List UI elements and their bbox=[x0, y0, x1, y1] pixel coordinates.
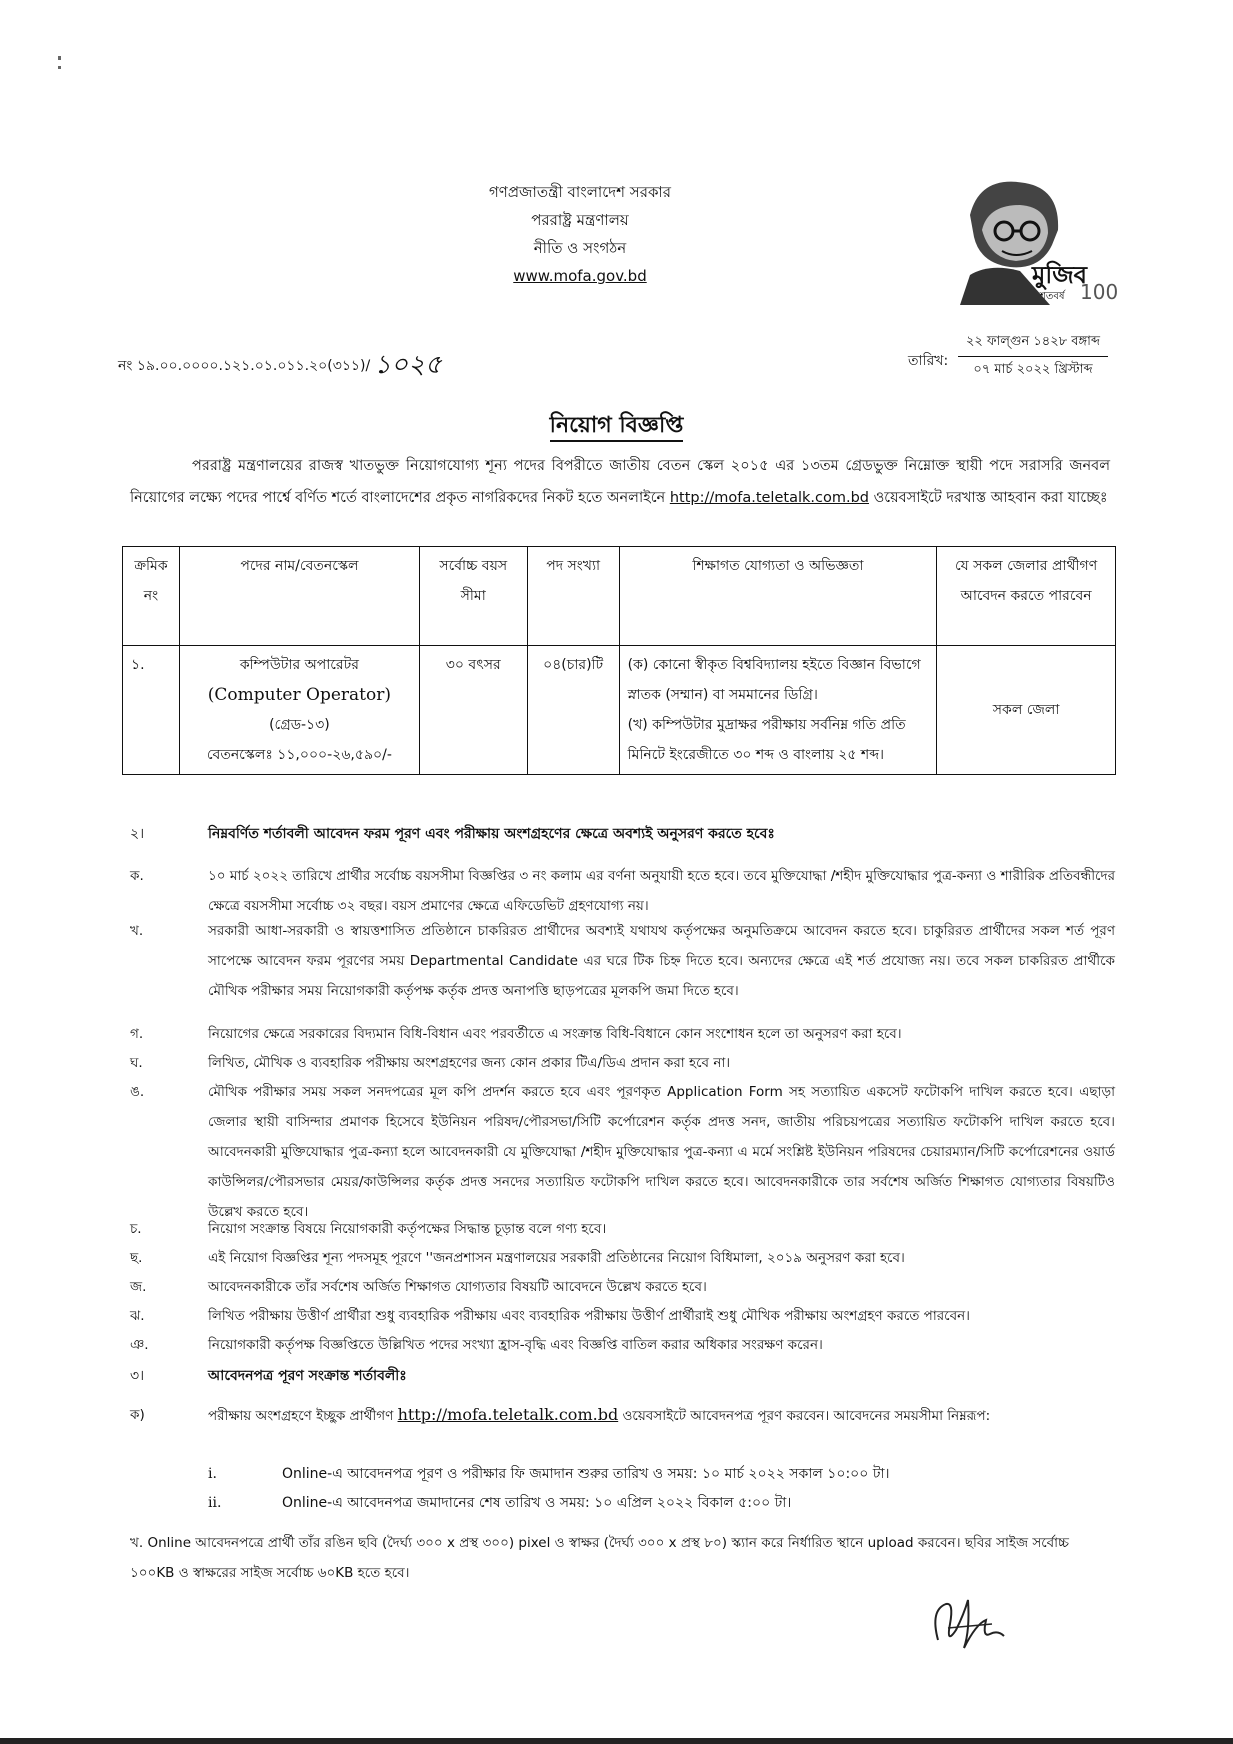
apply-text-pre: পরীক্ষায় অংশগ্রহণে ইচ্ছুক প্রার্থীগণ bbox=[208, 1408, 398, 1424]
date-english: ০৭ মার্চ ২০২২ খ্রিস্টাব্দ bbox=[973, 362, 1093, 377]
deadline-end bbox=[208, 1488, 791, 1518]
list-item bbox=[130, 1400, 1115, 1431]
list-item bbox=[130, 1272, 1115, 1302]
date-block bbox=[958, 332, 1108, 381]
scan-edge bbox=[0, 1738, 1233, 1744]
logo-small: শতবর্ষ bbox=[1040, 291, 1065, 302]
intro-text: পররাষ্ট্র মন্ত্রণালয়ের রাজস্ব খাতভুক্ত নিয়োগযোগ্য শূন্য পদের বিপরীতে জাতীয় বেতন স্কেল ২০১৫ এর ১৩তম গ্রেডভুক্ত নিম্নোক্ত স্থায়ী পদে সরাসরি জনবল নিয়োগের লক্ষ্যে পদের পার্শ্বে বর্ণিত শর্তে বাংলাদেশের প্রকৃত নাগরিকদের নিকট হতে অনলাইনে bbox=[130, 458, 1110, 506]
section-3-number: ৩। bbox=[130, 1368, 145, 1384]
cell-district: সকল জেলা bbox=[937, 646, 1116, 775]
item-text: মৌখিক পরীক্ষার সময় সকল সনদপত্রের মূল কপি প্রদর্শন করতে হবে এবং পূরণকৃত Application Form সহ সত্যায়িত একসেট ফটোকপি দাখিল করতে হবে। এছাড়া জেলার স্থায়ী বাসিন্দার প্রমাণক হিসেবে ইউনিয়ন পরিষদ/পৌরসভা/সিটি কর্পোরেশন কর্তৃক প্রদত্ত সনদ, জাতীয় পরিচয়পত্রের সত্যায়িত ফটোকপি দাখিল করতে হবে। আবেদনকারী মুক্তিযোদ্ধার পুত্র-কন্যা হলে আবেদনকারী যে মুক্তিযোদ্ধা /শহীদ মুক্তিযোদ্ধার পুত্র-কন্যা এ মর্মে সংশ্লিষ্ট ইউনিয়ন পরিষদের চেয়ারম্যান/সিটি কর্পোরেশনের ওয়ার্ড কাউন্সিলর/পৌরসভার মেয়র/কাউন্সিলর কর্তৃক প্রদত্ত সনদের সত্যায়িত ফটোকপি দাখিল করতে হবে। আবেদনকারীকে তার সর্বশেষ অর্জিত শিক্ষাগত যোগ্যতার বিষয়টিও উল্লেখ করতে হবে। bbox=[208, 1084, 1115, 1220]
photo-instructions-text: খ. Online আবেদনপত্রে প্রার্থী তাঁর রঙিন ছবি (দৈর্ঘ্য ৩০০ x প্রস্থ ৩০০) pixel ও স্বাক্ষর (দৈর্ঘ্য ৩০০ x প্রস্থ ৮০) স্ক্যান করে নির্ধারিত স্থানে upload করবেন। ছবির সাইজ সর্বোচ্চ ১০০KB ও স্বাক্ষরের সাইজ সর্বোচ্চ ৬০KB হতে হবে। bbox=[130, 1535, 1069, 1581]
cell-qualification bbox=[619, 646, 937, 775]
item-text bbox=[208, 1400, 1115, 1431]
item-mark: ক. bbox=[130, 868, 144, 884]
item-mark: ক) bbox=[130, 1407, 145, 1423]
posts-table bbox=[122, 546, 1116, 775]
cell-serial: ১. bbox=[123, 646, 180, 775]
item-text: লিখিত পরীক্ষায় উত্তীর্ণ প্রার্থীরা শুধু ব্যবহারিক পরীক্ষায় এবং ব্যবহারিক পরীক্ষায় উত্তীর্ণ প্রার্থীরাই শুধু মৌখিক পরীক্ষায় অংশগ্রহণ করতে পারবেন। bbox=[208, 1308, 970, 1324]
page-title bbox=[0, 408, 1233, 445]
list-item bbox=[130, 1019, 1115, 1049]
deadline-start-text: Online-এ আবেদনপত্র পূরণ ও পরীক্ষার ফি জমাদান শুরুর তারিখ ও সময়: ১০ মার্চ ২০২২ সকাল ১০:০০ টা। bbox=[282, 1466, 890, 1482]
title-text: নিয়োগ বিজ্ঞপ্তি bbox=[550, 413, 684, 442]
qualification-a: (ক) কোনো স্বীকৃত বিশ্ববিদ্যালয় হইতে বিজ্ঞান বিভাগে স্নাতক (সম্মান) বা সমমানের ডিগ্রি। bbox=[627, 657, 921, 703]
item-text: এই নিয়োগ বিজ্ঞপ্তির শূন্য পদসমূহ পূরণে ''জনপ্রশাসন মন্ত্রণালয়ের সরকারী প্রতিষ্ঠানের নিয়োগ বিধিমালা, ২০১৯ অনুসরণ করা হবে। bbox=[208, 1250, 905, 1266]
item-text: নিয়োগকারী কর্তৃপক্ষ বিজ্ঞপ্তিতে উল্লিখিত পদের সংখ্যা হ্রাস-বৃদ্ধি এবং বিজ্ঞপ্তি বাতিল করার অধিকার সংরক্ষণ করেন। bbox=[208, 1337, 823, 1353]
item-mark: ঝ. bbox=[130, 1308, 145, 1324]
intro-paragraph bbox=[130, 450, 1110, 514]
item-mark: জ. bbox=[130, 1279, 147, 1295]
govt-name: গণপ্রজাতন্ত্রী বাংলাদেশ সরকার bbox=[488, 183, 672, 201]
col-header-serial: ক্রমিক নং bbox=[123, 547, 180, 646]
mujib-borsho-logo bbox=[940, 175, 1120, 305]
item-text: ১০ মার্চ ২০২২ তারিখে প্রার্থীর সর্বোচ্চ বয়সসীমা বিজ্ঞপ্তির ৩ নং কলাম এর বর্ণনা অনুযায়ী হতে হবে। তবে মুক্তিযোদ্ধা /শহীদ মুক্তিযোদ্ধার পুত্র-কন্যা ও শারীরিক প্রতিবন্ধীদের ক্ষেত্রে বয়সসীমা সর্বোচ্চ ৩২ বছর। বয়স প্রমাণের ক্ষেত্রে এফিডেভিট গ্রহণযোগ্য নয়। bbox=[208, 868, 1115, 914]
post-name-en: (Computer Operator) bbox=[207, 685, 391, 705]
wing-name: নীতি ও সংগঠন bbox=[533, 239, 627, 257]
deadline-end-text: Online-এ আবেদনপত্র জমাদানের শেষ তারিখ ও সময়: ১০ এপ্রিল ২০২২ বিকাল ৫:০০ টা। bbox=[282, 1495, 792, 1511]
item-text: নিয়োগ সংক্রান্ত বিষয়ে নিয়োগকারী কর্তৃপক্ষের সিদ্ধান্ত চূড়ান্ত বলে গণ্য হবে। bbox=[208, 1221, 607, 1237]
letterhead bbox=[430, 178, 730, 290]
cell-post bbox=[179, 646, 419, 775]
post-scale: বেতনস্কেলঃ ১১,০০০-২৬,৫৯০/- bbox=[206, 747, 392, 763]
scan-speck bbox=[58, 66, 61, 69]
list-item bbox=[130, 1077, 1115, 1227]
item-text: লিখিত, মৌখিক ও ব্যবহারিক পরীক্ষায় অংশগ্রহণের জন্য কোন প্রকার টিএ/ডিএ প্রদান করা হবে না। bbox=[208, 1055, 731, 1071]
section-2-heading: নিম্নবর্ণিত শর্তাবলী আবেদন ফরম পূরণ এবং পরীক্ষায় অংশগ্রহণের ক্ষেত্রে অবশ্যই অনুসরণ করতে হবেঃ bbox=[208, 826, 775, 842]
website-link[interactable]: www.mofa.gov.bd bbox=[513, 267, 647, 285]
section-3-heading: আবেদনপত্র পূরণ সংক্রান্ত শর্তাবলীঃ bbox=[208, 1368, 407, 1384]
table-header-row bbox=[123, 547, 1116, 646]
col-header-count: পদ সংখ্যা bbox=[527, 547, 619, 646]
list-item bbox=[130, 1301, 1115, 1331]
deadline-start bbox=[208, 1459, 890, 1489]
item-mark: ঞ. bbox=[130, 1337, 149, 1353]
item-text: আবেদনকারীকে তাঁর সর্বশেষ অর্জিত শিক্ষাগত যোগ্যতার বিষয়টি আবেদনে উল্লেখ করতে হবে। bbox=[208, 1279, 707, 1295]
scan-speck bbox=[58, 56, 61, 60]
table-row bbox=[123, 646, 1116, 775]
apply-url[interactable]: http://mofa.teletalk.com.bd bbox=[397, 1405, 619, 1424]
item-mark: চ. bbox=[130, 1221, 142, 1237]
list-item bbox=[130, 1048, 1115, 1078]
logo-number: 100 bbox=[1080, 280, 1119, 304]
col-header-qualification: শিক্ষাগত যোগ্যতা ও অভিজ্ঞতা bbox=[619, 547, 937, 646]
post-grade: (গ্রেড-১৩) bbox=[269, 717, 330, 733]
post-name-bn: কম্পিউটার অপারেটর bbox=[239, 657, 359, 673]
col-header-age: সর্বোচ্চ বয়স সীমা bbox=[419, 547, 527, 646]
qualification-b: (খ) কম্পিউটার মুদ্রাক্ষর পরীক্ষায় সর্বনিম্ন গতি প্রতি মিনিটে ইংরেজীতে ৩০ শব্দ ও বাংলায় ২৫ শব্দ। bbox=[627, 717, 906, 763]
signature-icon bbox=[920, 1590, 1010, 1660]
col-header-post: পদের নাম/বেতনস্কেল bbox=[179, 547, 419, 646]
item-mark: ছ. bbox=[130, 1250, 143, 1266]
item-mark: গ. bbox=[130, 1026, 144, 1042]
roman-i: i. bbox=[208, 1466, 217, 1482]
date-label: তারিখ: bbox=[908, 353, 949, 369]
cell-age: ৩০ বৎসর bbox=[419, 646, 527, 775]
apply-text-post: ওয়েবসাইটে আবেদনপত্র পূরণ করবেন। আবেদনের সময়সীমা নিম্নরূপ: bbox=[618, 1408, 991, 1424]
date-bangla: ২২ ফাল্গুন ১৪২৮ বঙ্গাব্দ bbox=[958, 332, 1108, 357]
list-item bbox=[130, 1214, 1115, 1244]
item-text: নিয়োগের ক্ষেত্রে সরকারের বিদ্যমান বিধি-বিধান এবং পরবর্তীতে এ সংক্রান্ত বিধি-বিধানে কোন সংশোধন হলে তা অনুসরণ করা হবে। bbox=[208, 1026, 902, 1042]
list-item bbox=[130, 861, 1115, 921]
item-mark: ঘ. bbox=[130, 1055, 143, 1071]
item-mark: ঙ. bbox=[130, 1084, 145, 1100]
section-2-number: ২। bbox=[130, 826, 145, 842]
memo-number-text: নং ১৯.০০.০০০০.১২১.০১.০১১.২০(৩১১)/ bbox=[118, 358, 371, 374]
list-item bbox=[130, 1330, 1115, 1360]
intro-tail: ওয়েবসাইটে দরখাস্ত আহবান করা যাচ্ছেঃ bbox=[868, 490, 1108, 506]
photo-instructions bbox=[130, 1528, 1115, 1588]
item-mark: খ. bbox=[130, 923, 144, 939]
intro-url[interactable]: http://mofa.teletalk.com.bd bbox=[669, 490, 869, 506]
roman-ii: ii. bbox=[208, 1495, 222, 1511]
col-header-district: যে সকল জেলার প্রার্থীগণ আবেদন করতে পারবেন bbox=[937, 547, 1116, 646]
memo-number bbox=[118, 344, 442, 388]
list-item bbox=[130, 1243, 1115, 1273]
cell-count: ০৪(চার)টি bbox=[527, 646, 619, 775]
ministry-name: পররাষ্ট্র মন্ত্রণালয় bbox=[531, 211, 629, 229]
item-text: সরকারী আধা-সরকারী ও স্বায়ত্তশাসিত প্রতিষ্ঠানে চাকরিরত প্রার্থীদের অবশ্যই যথাযথ কর্তৃপক্ষের অনুমতিক্রমে আবেদন করতে হবে। চাকুরিরত প্রার্থীদের সকল শর্ত পূরণ সাপেক্ষে আবেদন ফরম পূরণের সময় Departmental Candidate এর ঘরে টিক চিহ্ন দিতে হবে। অন্যদের ক্ষেত্রে এই শর্ত প্রযোজ্য নয়। তবে সকল চাকরিরত প্রার্থীকে মৌখিক পরীক্ষার সময় নিয়োগকারী কর্তৃপক্ষ কর্তৃক প্রদত্ত অনাপত্তি ছাড়পত্রের মূলকপি জমা দিতে হবে। bbox=[208, 923, 1115, 999]
list-item bbox=[130, 916, 1115, 1006]
logo-word: মুজিব bbox=[1032, 261, 1088, 289]
memo-handwritten-number: ১০২৫ bbox=[374, 350, 442, 380]
